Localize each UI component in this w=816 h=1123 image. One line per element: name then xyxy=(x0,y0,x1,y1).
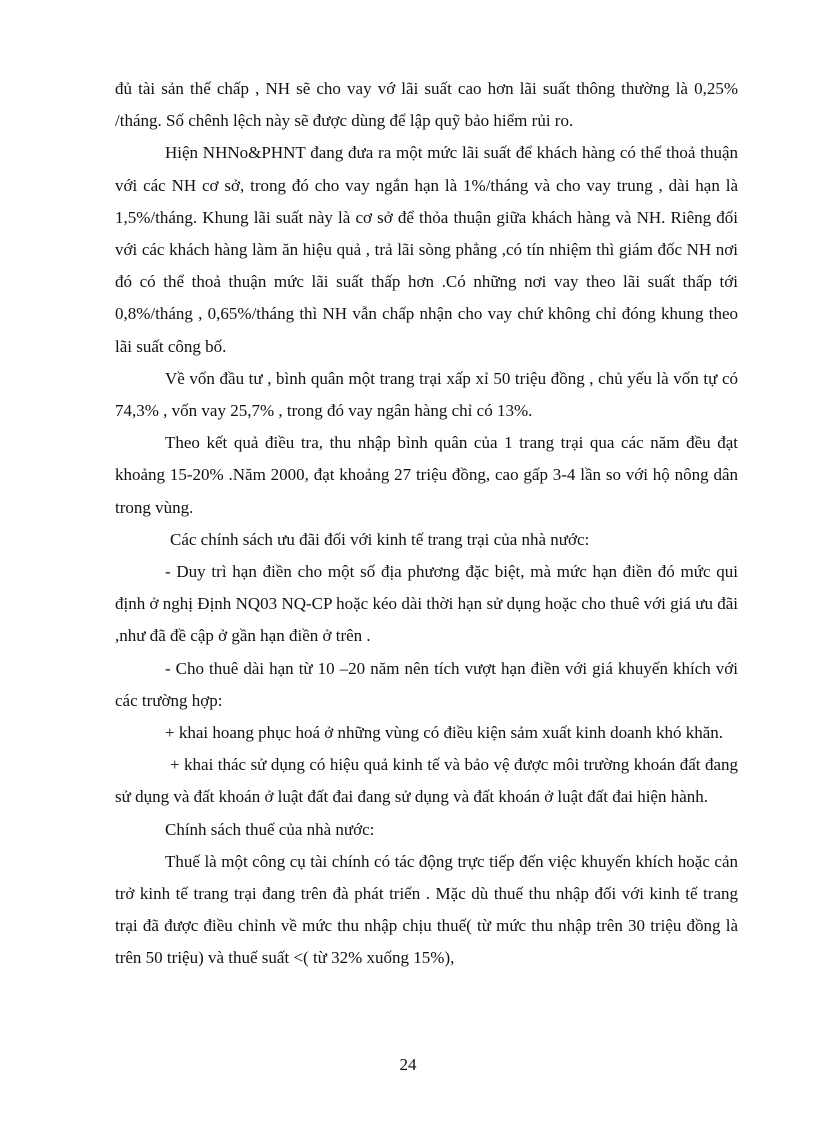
paragraph-tax-heading: Chính sách thuế của nhà nước: xyxy=(165,819,375,839)
paragraph-reclamation: + khai hoang phục hoá ở những vùng có điều kiện sảm xuất kinh doanh khó khăn. xyxy=(165,723,723,743)
paragraph-continuation: đủ tài sản thế chấp , NH sẽ cho vay vớ lãi suất cao hơn lãi suất thông thường là 0,25% /tháng. Số chênh lệch này sẽ được dùng để lập quỹ bảo hiểm rủi ro. xyxy=(115,79,738,131)
paragraph-tax-policy: Thuế là một công cụ tài chính có tác động trực tiếp đến việc khuyến khích hoặc cản trở kinh tế trang trại đang trên đà phát triển . Mặc dù thuế thu nhập đối với kinh tế trang trại đã được điều chỉnh về mức thu nhập chịu thuế( từ mức thu nhập trên 30 triệu đồng là trên 50 triệu) và thuế suất <( từ 32% xuống 15%), xyxy=(115,851,738,968)
document-page xyxy=(115,73,738,975)
paragraph-long-term-lease: - Cho thuê dài hạn từ 10 –20 năm nên tích vượt hạn điền với giá khuyến khích với các trường hợp: xyxy=(115,658,738,710)
paragraph-exploitation: + khai thác sử dụng có hiệu quả kinh tế và bảo vệ được môi trường khoán đất đang sử dụng và đất khoán ở luật đất đai đang sử dụng và đất khoán ở luật đất đai hiện hành. xyxy=(115,755,738,807)
paragraph-survey-income: Theo kết quả điều tra, thu nhập bình quân của 1 trang trại qua các năm đều đạt khoảng 15-20% .Năm 2000, đạt khoảng 27 triệu đồng, cao gấp 3-4 lần so với hộ nông dân trong vùng. xyxy=(115,433,738,517)
paragraph-investment-capital: Về vốn đầu tư , bình quân một trang trại xấp xỉ 50 triệu đồng , chủ yếu là vốn tự có 74,3% , vốn vay 25,7% , trong đó vay ngân hàng chỉ có 13%. xyxy=(115,368,738,421)
paragraph-land-limit: - Duy trì hạn điền cho một số địa phương đặc biệt, mà mức hạn điền đó mức qui định ở nghị Định NQ03 NQ-CP hoặc kéo dài thời hạn sử dụng hoặc cho thuê với giá ưu đãi ,như đã đề cập ở gần hạn điền ở trên . xyxy=(115,562,738,646)
page-number: 24 xyxy=(399,1055,417,1074)
paragraph-interest-rate: Hiện NHNo&PHNT đang đưa ra một mức lãi suất để khách hàng có thể thoả thuận với các NH cơ sở, trong đó cho vay ngắn hạn là 1%/tháng và cho vay trung , dài hạn là 1,5%/tháng. Khung lãi suất này là cơ sở để thỏa thuận giữa khách hàng và NH. Riêng đối với các khách hàng làm ăn hiệu quả , trả lãi sòng phẳng ,có tín nhiệm thì giám đốc NH nơi đó có thể thoả thuận mức lãi suất thấp hơn .Có những nơi vay theo lãi suất thấp tới 0,8%/tháng , 0,65%/tháng thì NH vẫn chấp nhận cho vay chứ không chỉ đóng khung theo lãi suất công bố. xyxy=(115,143,738,356)
paragraph-policy-heading: Các chính sách ưu đãi đối với kinh tế trang trại của nhà nước: xyxy=(170,529,590,549)
